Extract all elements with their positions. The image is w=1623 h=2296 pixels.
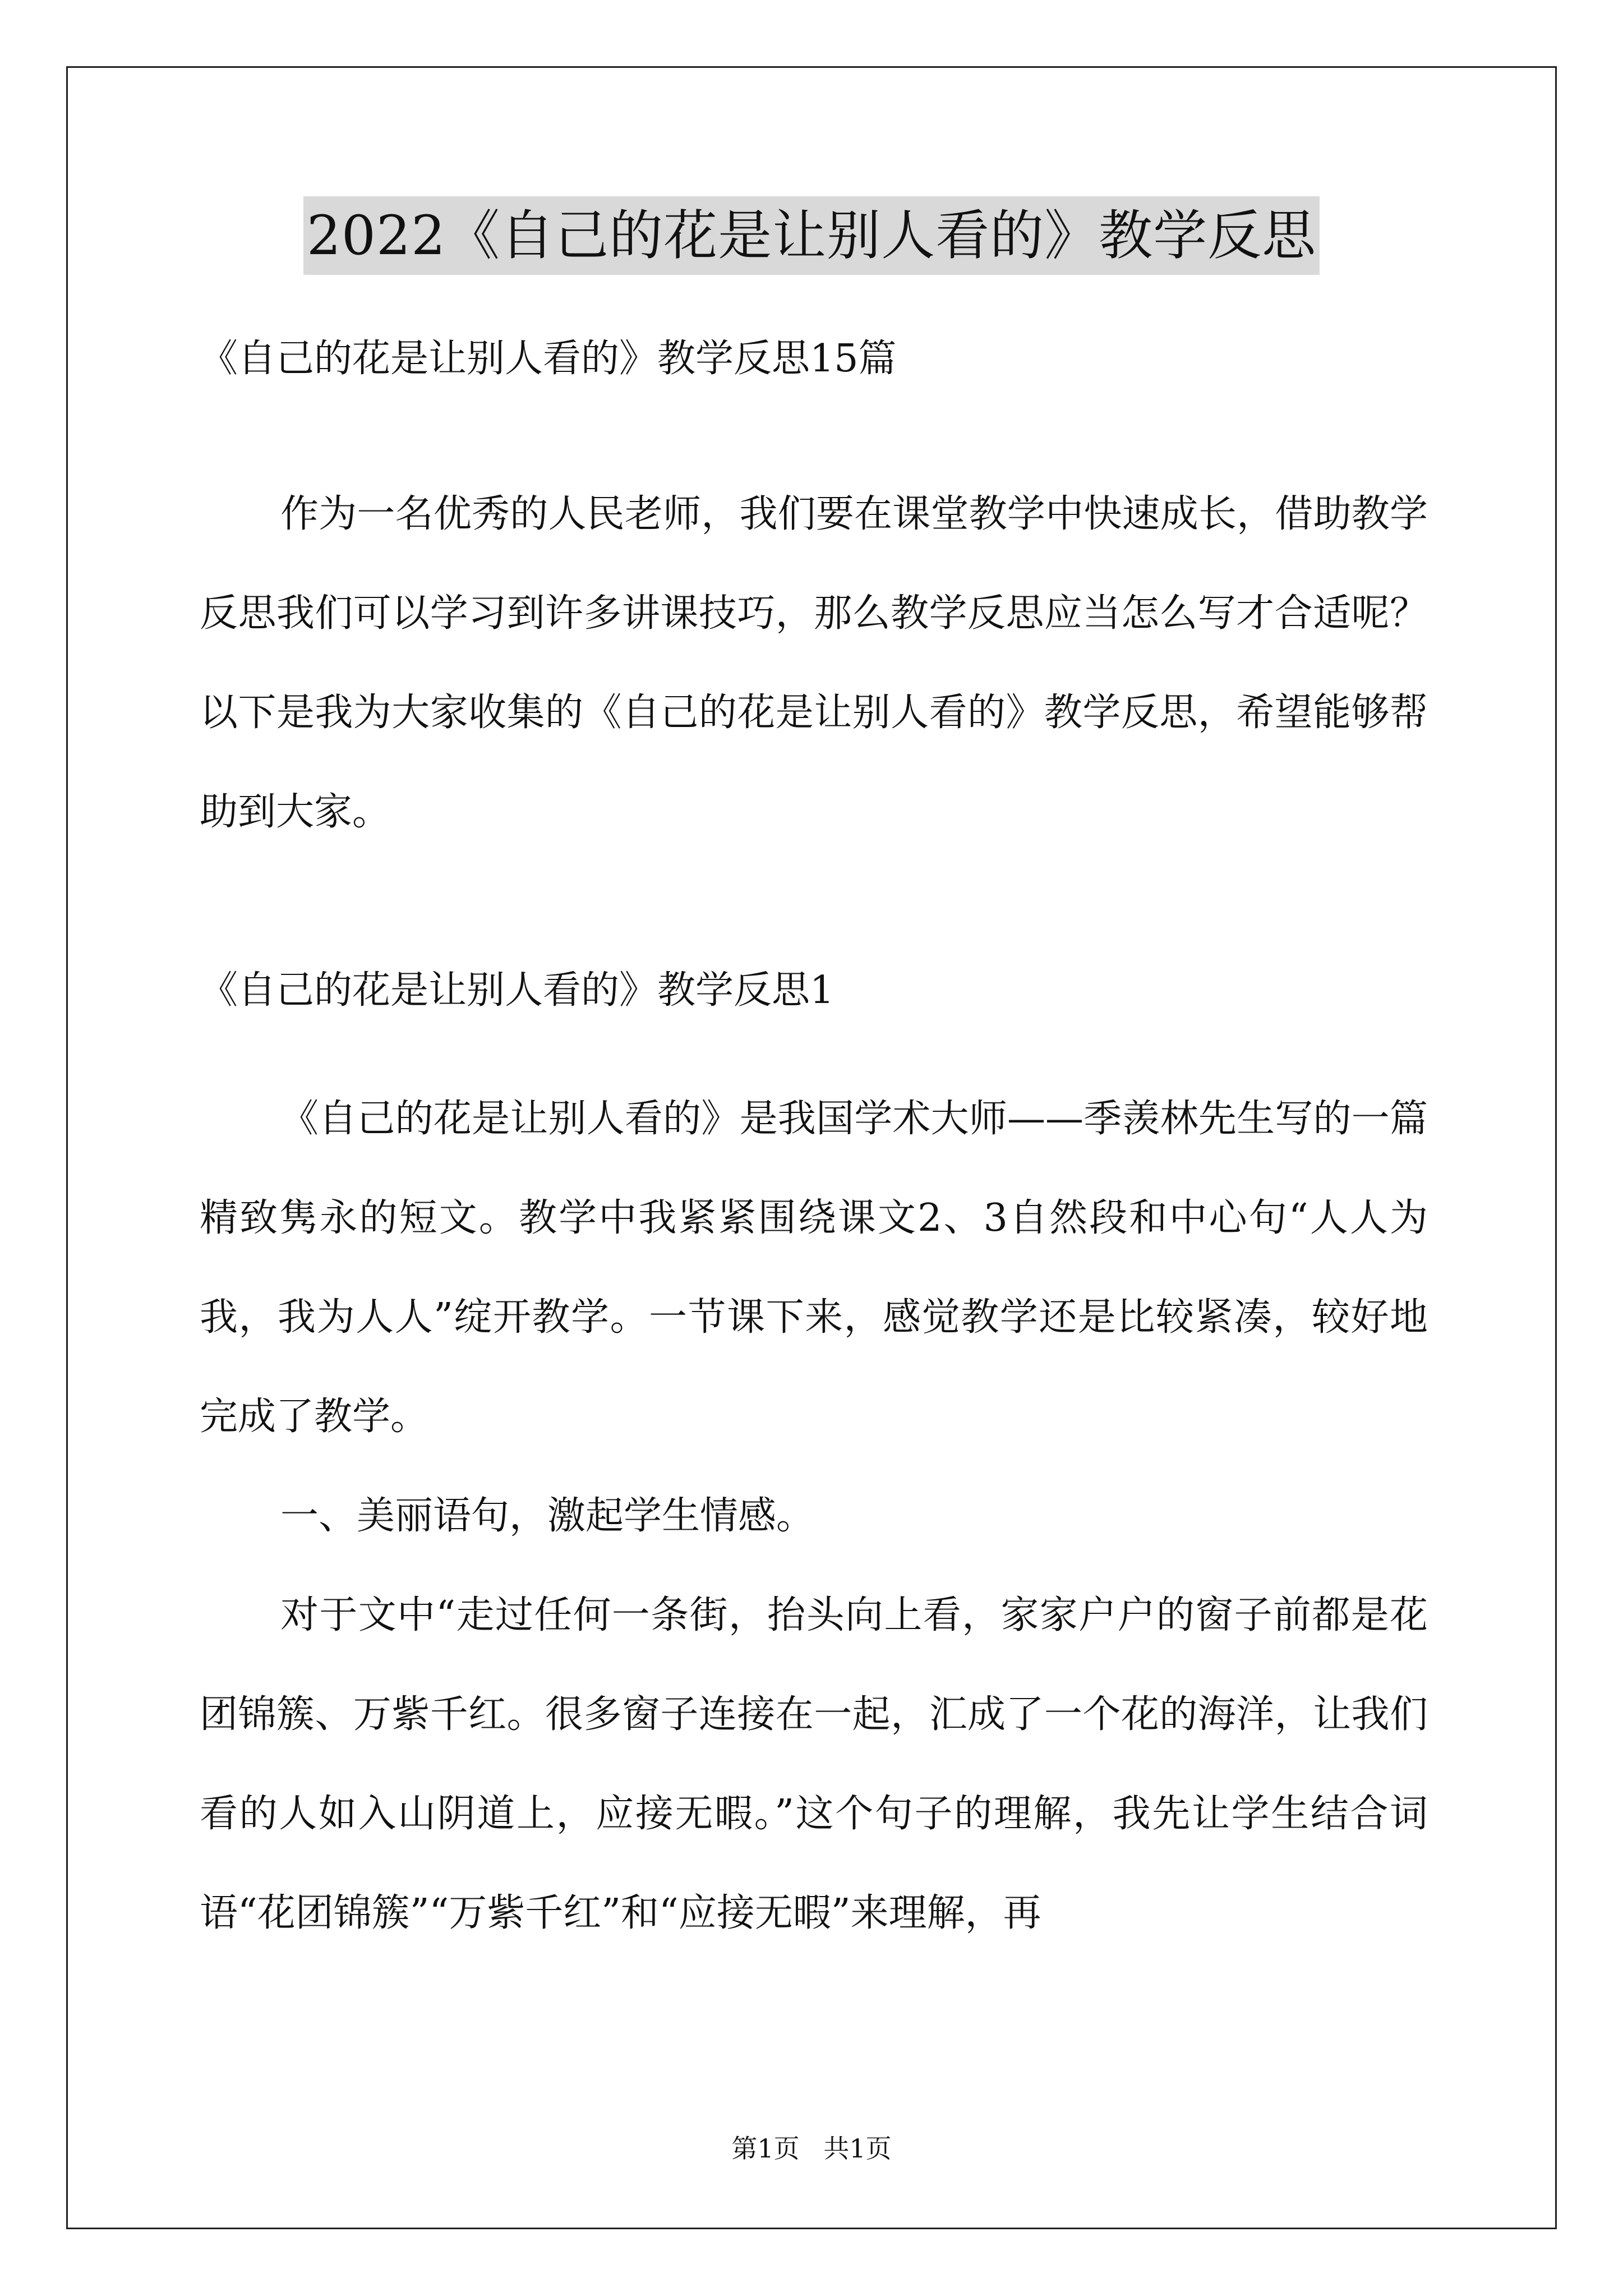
- page-total: 共1页: [823, 2133, 892, 2164]
- document-body: [200, 337, 1428, 1963]
- intro-paragraph: 作为一名优秀的人民老师，我们要在课堂教学中快速成长，借助教学反思我们可以学习到许多讲课技巧，那么教学反思应当怎么写才合适呢？以下是我为大家收集的《自己的花是让别人看的》教学反思，希望能够帮助到大家。: [200, 492, 1428, 834]
- page-number: 第1页: [731, 2133, 800, 2164]
- page-footer: [0, 2132, 1623, 2165]
- document-title: 2022《自己的花是让别人看的》教学反思: [303, 196, 1320, 275]
- section-heading: 《自己的花是让别人看的》教学反思1: [200, 968, 834, 1013]
- title-container: [0, 196, 1623, 275]
- body-paragraph-3: 对于文中“走过任何一条街，抬头向上看，家家户户的窗子前都是花团锦簇、万紫千红。很多窗子连接在一起，汇成了一个花的海洋，让我们看的人如入山阴道上，应接无暇。”这个句子的理解，我先让学生结合词语“花团锦簇”“万紫千红”和“应接无暇”来理解，再: [200, 1593, 1428, 1935]
- section-spacer: [200, 862, 1428, 968]
- body-paragraph-1: 《自己的花是让别人看的》是我国学术大师——季羡林先生写的一篇精致隽永的短文。教学中我紧紧围绕课文2、3自然段和中心句“人人为我，我为人人”绽开教学。一节课下来，感觉教学还是比较紧凑，较好地完成了教学。: [200, 1097, 1428, 1439]
- body-paragraph-2: 一、美丽语句，激起学生情感。: [280, 1494, 815, 1538]
- document-subtitle: 《自己的花是让别人看的》教学反思15篇: [200, 337, 897, 381]
